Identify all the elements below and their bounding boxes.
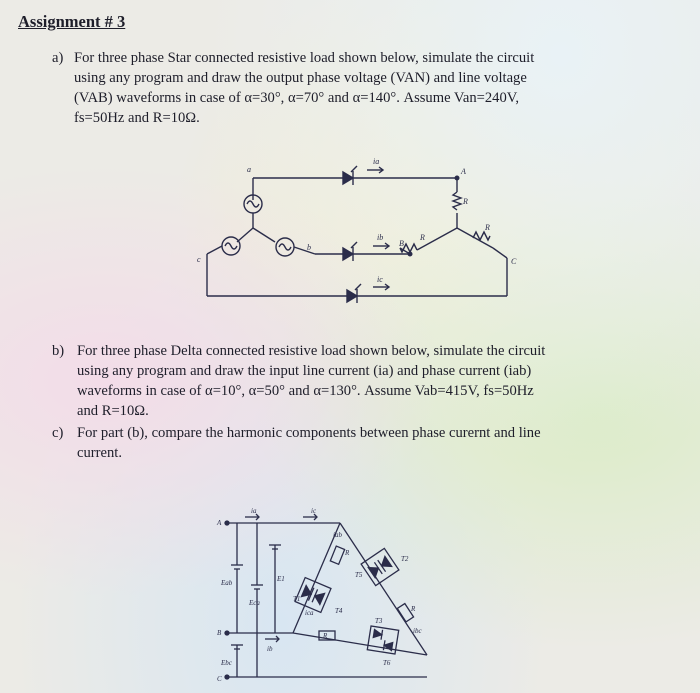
star-current-ib-label: ib: [377, 233, 384, 242]
question-c-text: [77, 423, 649, 463]
delta-current-ibc-label: ibc: [413, 627, 422, 635]
delta-source-eab-label: Eab: [221, 579, 233, 587]
star-connected-circuit-diagram: [195, 150, 535, 310]
delta-current-ib-label: ib: [267, 645, 273, 653]
delta-resistor-1-label: R: [345, 549, 350, 557]
star-resistor-1-label: R: [463, 197, 468, 206]
star-node-B-label: B: [399, 239, 404, 248]
delta-node-C-label: C: [217, 675, 222, 683]
star-node-a-label: a: [247, 165, 251, 174]
delta-current-ica-label: ica: [305, 609, 314, 617]
delta-current-ia-label: ia: [251, 507, 257, 515]
star-resistor-2-label: R: [420, 233, 425, 242]
delta-thyristor-t5-label: T5: [355, 571, 363, 579]
question-c-line-1: For part (b), compare the harmonic components between phase curernt and line: [77, 425, 541, 441]
question-b-line-4: and R=10Ω.: [77, 403, 149, 419]
delta-thyristor-t2-label: T2: [401, 555, 409, 563]
star-node-C-label: C: [511, 257, 517, 266]
question-b-line-1: For three phase Delta connected resistive load shown below, simulate the circuit: [77, 343, 546, 359]
question-b-label: b): [52, 343, 65, 359]
question-a-label: a): [52, 50, 64, 66]
delta-source-ebc-label: Ebc: [221, 659, 232, 667]
star-resistor-3-label: R: [485, 223, 490, 232]
delta-thyristor-t4-label: T4: [335, 607, 343, 615]
delta-node-B-label: B: [217, 629, 222, 637]
star-node-b-label: b: [307, 243, 311, 252]
star-current-ic-label: ic: [377, 275, 383, 284]
delta-thyristor-t6-label: T6: [383, 659, 391, 667]
question-b-line-2: using any program and draw the input line current (ia) and phase current (iab): [77, 363, 532, 379]
star-node-c-label: c: [197, 255, 201, 264]
delta-connected-circuit-diagram: [215, 505, 445, 690]
delta-source-eca-label: Eca: [249, 599, 260, 607]
star-current-ia-label: ia: [373, 157, 380, 166]
question-c-line-2: current.: [77, 445, 122, 461]
question-a-line-3: (VAB) waveforms in case of α=30°, α=70° and α=140°. Assume Van=240V,: [74, 90, 520, 106]
delta-thyristor-t1-label: T1: [293, 595, 301, 603]
delta-resistor-2-label: R: [411, 605, 416, 613]
delta-thyristor-t3-label: T3: [375, 617, 383, 625]
question-a-text: [74, 48, 649, 128]
question-a-line-1: For three phase Star connected resistive load shown below, simulate the circuit: [74, 50, 535, 66]
question-a-line-2: using any program and draw the output phase voltage (VAN) and line voltage: [74, 70, 527, 86]
delta-current-ic-label: ic: [311, 507, 317, 515]
delta-source-e1-label: E1: [277, 575, 285, 583]
star-node-A-label: A: [461, 167, 466, 176]
delta-current-iab-label: iab: [333, 531, 342, 539]
question-b-text: [77, 341, 649, 421]
delta-resistor-3-label: R: [323, 632, 328, 640]
question-c-label: c): [52, 425, 64, 441]
delta-node-A-label: A: [217, 519, 222, 527]
question-b-line-3: waveforms in case of α=10°, α=50° and α=130°. Assume Vab=415V, fs=50Hz: [77, 383, 534, 399]
question-a-line-4: fs=50Hz and R=10Ω.: [74, 110, 200, 126]
assignment-heading: Assignment # 3: [18, 12, 126, 31]
